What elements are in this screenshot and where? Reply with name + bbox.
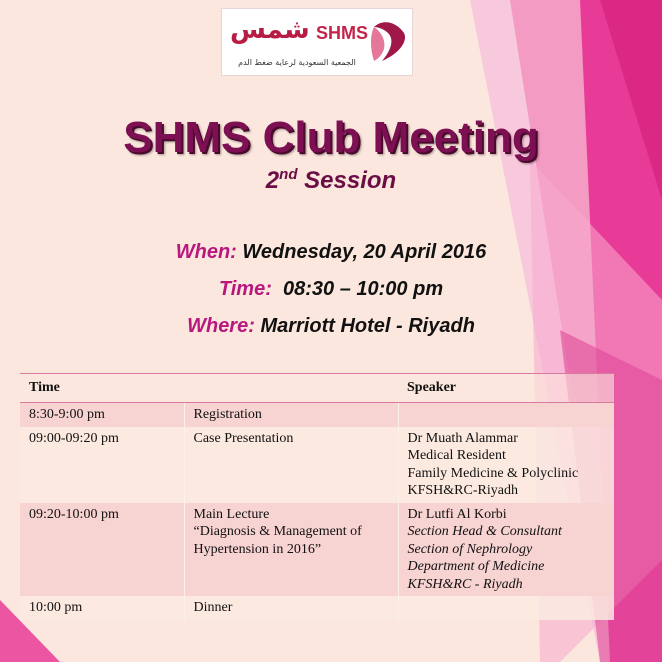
where-value: Marriott Hotel - Riyadh [260,315,475,337]
when-line [0,241,662,264]
shms-logo [221,8,413,76]
when-label: When: [175,241,237,263]
speaker-line: KFSH&RC-Riyadh [407,483,518,498]
speaker-line: Medical Resident [407,448,506,463]
speaker-line: KFSH&RC - Riyadh [407,576,523,592]
topic-line: Case Presentation [193,430,294,446]
row-topic [184,403,398,427]
row-speaker [398,503,614,597]
header-time: Time [20,374,184,403]
speaker-line: Section of Nephrology [407,541,533,557]
session-number: 2 [265,167,280,194]
logo-english-text: SHMS [315,23,368,43]
row-time: 10:00 pm [20,596,184,620]
table-row [20,403,614,427]
topic-line: Main Lecture [193,506,270,522]
topic-line: Dinner [193,600,233,615]
topic-line: “Diagnosis & Management of [193,524,362,539]
speaker-line: Family Medicine & Polyclinic [407,465,579,481]
speaker-line: Section Head & Consultant [407,524,562,539]
session-word: Session [304,167,397,194]
row-speaker [398,403,614,427]
where-label: Where: [187,315,255,337]
table-row [20,427,614,503]
heart-icon [370,19,408,63]
session-subtitle [0,166,662,195]
row-topic [184,427,398,503]
header-speaker: Speaker [398,374,614,403]
row-speaker [398,427,614,503]
header-topic [184,374,398,403]
table-row [20,596,614,620]
topic-line: Registration [193,407,262,422]
table-row [20,503,614,597]
session-suffix: nd [279,166,298,183]
row-topic [184,596,398,620]
row-time: 8:30-9:00 pm [20,403,184,427]
row-speaker [398,596,614,620]
where-line [0,315,662,338]
schedule-header-row [20,374,614,403]
row-topic [184,503,398,597]
speaker-name: Dr Lutfi Al Korbi [407,506,507,522]
speaker-line: Department of Medicine [407,559,545,574]
logo-subtitle: الجمعية السعودية لرعاية ضغط الدم [238,58,356,67]
logo-arabic-text: شمس [230,15,310,45]
speaker-name: Dr Muath Alammar [407,430,518,446]
event-title: SHMS Club Meeting [123,113,539,162]
time-label: Time: [218,278,272,300]
time-value: 08:30 – 10:00 pm [283,278,444,300]
time-line [0,278,662,301]
schedule-table [20,373,614,620]
when-value: Wednesday, 20 April 2016 [242,241,487,263]
row-time: 09:00-09:20 pm [20,427,184,503]
topic-line: Hypertension in 2016” [193,541,322,557]
row-time: 09:20-10:00 pm [20,503,184,597]
